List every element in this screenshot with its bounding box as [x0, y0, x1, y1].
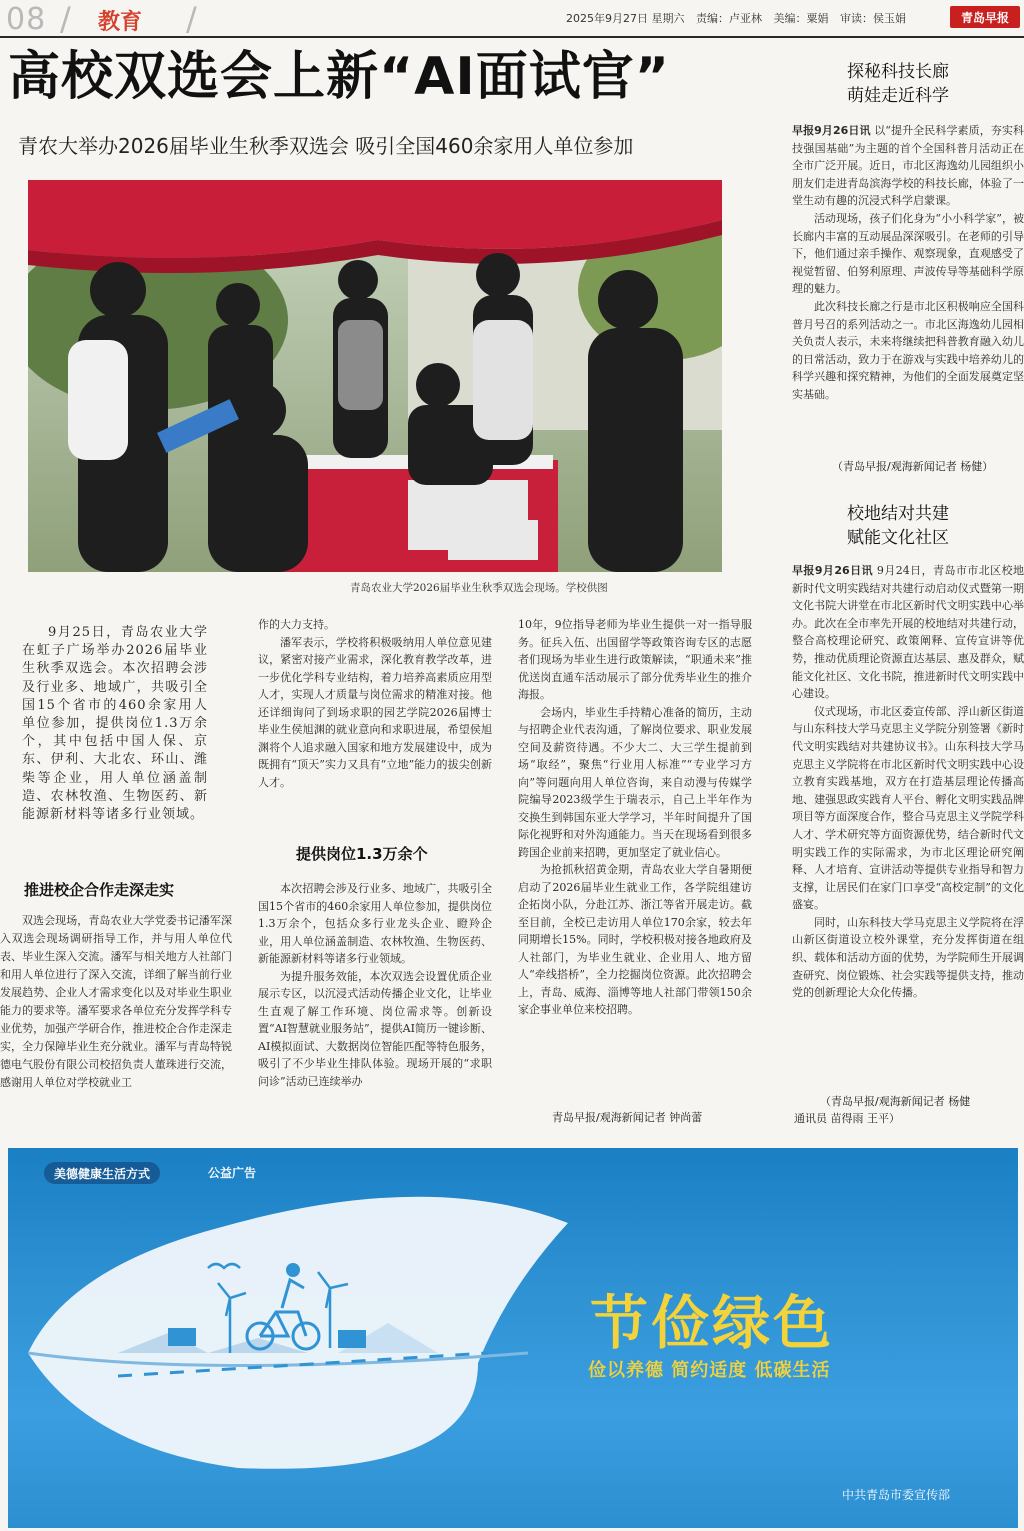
title-line: 萌娃走近科学 [847, 86, 949, 106]
paragraph: 仪式现场，市北区委宣传部、浮山新区街道与山东科技大学马克思主义学院分别签署《新时代文明实践结对共建协议书》。山东科技大学马克思主义学院将在市北区新时代文明实践中心设立教育实践基地，双方在打造基层理论传播高地、建强思政实践育人平台、孵化文明实践品牌项目等方面深度合作，整合马克思主义学院学科人才、学术研究等方面资源优势，结合新时代文明实践工作的实际需求，为市北区理论研究阐释、人才培育、宣讲活动等提供专业指导和智力支撑，让居民们在家门口享受“高校定制”的文化盛宴。 [792, 704, 1024, 912]
leaf-shape [28, 1197, 568, 1469]
paragraph: 双选会现场，青岛农业大学党委书记潘军深入双选会现场调研指导工作，并与用人单位代表、毕业生深入交流。潘军与相关地方人社部门和用人单位进行了深入交流，详细了解当前行业发展趋势、企业人才需求变化以及对毕业生职业能力的要求等。潘军要求各单位充分发挥学科专业优势，加强产学研合作，推进校企合作走深走实，全力保障毕业生充分就业。潘军与青岛特锐德电气股份有限公司校招负责人董珠进行交流，感谢用人单位对学校就业工 [0, 914, 232, 1089]
page-number: 08 [6, 2, 47, 37]
side-story-2-title [772, 502, 1024, 550]
title-line: 探秘科技长廊 [847, 62, 949, 82]
issue-date: 2025年9月27日 星期六 [566, 12, 685, 25]
solar-panel-icon [168, 1328, 196, 1346]
side-story-2-byline: （青岛早报/观海新闻记者 杨健 [820, 1095, 971, 1108]
ad-sponsor: 中共青岛市委宣传部 [842, 1488, 951, 1502]
article-lead [22, 624, 208, 864]
dateline: 早报9月26日讯 [792, 564, 873, 577]
article-column-1 [0, 912, 232, 1128]
sub-headline: 青农大举办2026届毕业生秋季双选会 吸引全国460余家用人单位参加 [18, 134, 634, 158]
photo-illustration [28, 180, 722, 572]
job-fair-photo [28, 180, 722, 572]
paragraph: 作的大力支持。 [258, 618, 335, 631]
paragraph: 会场内，毕业生手持精心准备的简历，主动与招聘企业代表沟通，了解岗位要求、职业发展空间及薪资待遇。不少大二、大三学生提前到场“取经”，聚焦“行业用人标准”“专业学习方向”等问题向用人单位咨询，来自动漫与传媒学院编导2023级学生于瑞表示，自己上半年作为交换生到韩国东亚大学学习，半年时间提升了国际化视野和对外沟通能力。当天在现场看到很多跨国企业前来招聘，更加坚定了就业信心。 [518, 705, 752, 859]
section-heading-1: 推进校企合作走深走实 [24, 881, 175, 899]
paragraph: 此次科技长廊之行是市北区积极响应全国科普月号召的系列活动之一。市北区海逸幼儿园相关负责人表示，未来将继续把科普教育融入幼儿的日常活动，致力于在游戏与实践中培养幼儿的科学兴趣和探究精神，为他们的全面发展奠定坚实基础。 [792, 299, 1024, 401]
article-byline: 青岛早报/观海新闻记者 钟尚蕾 [552, 1111, 703, 1124]
ad-leaf-illustration [8, 1148, 1018, 1528]
paragraph: 为提升服务效能，本次双选会设置优质企业展示专区，以沉浸式活动传播企业文化，让毕业生直观了解工作环境、岗位需求等。创新设置“AI智慧就业服务站”，提供AI简历一键诊断、AI模拟面试、大数据岗位智能匹配等特色服务，吸引了不少毕业生排队体验。现场开展的“求职问诊”活动已连续举办 [258, 969, 492, 1088]
newspaper-logo: 青岛早报 [950, 6, 1020, 28]
header-divider: / [60, 0, 71, 38]
ad-headline: 节俭绿色 [590, 1289, 835, 1357]
paragraph: 活动现场，孩子们化身为“小小科学家”，被长廊内丰富的互动展品深深吸引。在老师的引导下，他们通过亲手操作、观察现象，直观感受了视觉暂留、伯努利原理、声波传导等基础科学原理的魅力。 [792, 211, 1024, 296]
solar-panel-icon [338, 1330, 366, 1348]
article-column-2b [258, 880, 492, 1126]
dateline: 早报9月26日讯 [792, 124, 871, 137]
article-column-2a [258, 616, 492, 826]
section-name: 教育 [98, 10, 143, 35]
paragraph: 本次招聘会涉及行业多、地域广，共吸引全国15个省市的460余家用人单位参加，提供岗位1.3万余个，包括众多行业龙头企业、瞪羚企业，用人单位涵盖制造、农林牧渔、生物医药、新能源新材料等诸多行业领域。 [258, 882, 492, 965]
art-editor-credit: 美编：粟娟 [773, 12, 829, 25]
paragraph: 10年，9位指导老师为毕业生提供一对一指导服务。征兵入伍、出国留学等政策咨询专区的志愿者们现场为毕业生进行政策解读，“职通未来”推优送岗直通车活动展示了部分优秀毕业生的推介海报。 [518, 618, 752, 701]
paragraph: 同时，山东科技大学马克思主义学院将在浮山新区街道设立校外课堂，充分发挥街道在组织、载体和活动方面的优势，为学院师生开展调查研究、岗位锻炼、社会实践等提供支持，推动党的创新理论大众化传播。 [792, 915, 1024, 1000]
side-story-2-body [792, 562, 1024, 1092]
side-story-2-byline-2: 通讯员 苗得雨 王平） [794, 1112, 900, 1125]
cyclist-head [286, 1263, 300, 1277]
title-line: 赋能文化社区 [847, 528, 949, 548]
main-headline: 高校双选会上新“AI面试官” [8, 47, 670, 107]
section-heading-2: 提供岗位1.3万余个 [296, 845, 428, 863]
side-story-1-byline: （青岛早报/观海新闻记者 杨健） [832, 460, 994, 473]
ad-type: 公益广告 [208, 1166, 257, 1180]
paragraph: 9月24日，青岛市市北区校地新时代文明实践结对共建行动启动仪式暨第一期文化书院大讲堂在市北区新时代文明实践中心举办。此次在全市率先开展的校地结对共建行动，整合高校理论研究、政策阐释、宣传宣讲等优势，推动优质理论资源直达基层、惠及群众，赋能文化社区、文化书院，推进新时代文明实践中心建设。 [792, 564, 1024, 701]
side-story-1-body [792, 122, 1024, 458]
article-column-3 [518, 616, 752, 1106]
proofreader-credit: 审读：侯玉娟 [840, 12, 906, 25]
header-divider-2: / [186, 0, 197, 38]
title-line: 校地结对共建 [847, 504, 949, 524]
side-story-1-title [772, 60, 1024, 108]
paragraph: 潘军表示，学校将积极吸纳用人单位意见建议，紧密对接产业需求，深化教育教学改革，进一步优化学科专业结构，着力培养高素质应用型人才，实现人才质量与岗位需求的精准对接。他还详细询问了到场求职的园艺学院2026届博士毕业生侯旭渊的就业意向和求职进展，希望侯旭渊将个人追求融入国家和地方发展建设中，成为既拥有“顶天”实力又具有“立地”能力的拔尖创新人才。 [258, 635, 492, 789]
lead-paragraph: 9月25日，青岛农业大学在虹子广场举办2026届毕业生秋季双选会。本次招聘会涉及行业多、地域广，共吸引全国15个省市的460余家用人单位参加，提供岗位1.3万余个，其中包括中国人保、京东、伊利、大北农、环山、潍柴等企业，用人单位涵盖制造、农林牧渔、生物医药、新能源新材料等诸多行业领域。 [22, 625, 208, 823]
paragraph: 为抢抓秋招黄金期，青岛农业大学自暑期便启动了2026届毕业生就业工作，各学院组建访企拓岗小队，分赴江苏、浙江等省开展走访。截至目前，全校已走访用人单位170余家，较去年同期增长15%。同时，学校积极对接各地政府及人社部门，为毕业生就业、企业用人、地方留人“牵线搭桥”，全力挖掘岗位资源。此次招聘会上，青岛、威海、淄博等地人社部门带领150余家企事业单位来校招聘。 [518, 863, 752, 1016]
ad-tag: 美德健康生活方式 [44, 1162, 160, 1184]
photo-caption: 青岛农业大学2026届毕业生秋季双选会现场。学校供图 [350, 582, 608, 594]
editor-credit: 责编：卢亚林 [696, 12, 762, 25]
ad-slogan: 俭以养德 简约适度 低碳生活 [588, 1360, 831, 1381]
header-meta [566, 10, 914, 26]
paragraph: 以“提升全民科学素质，夯实科技强国基础”为主题的首个全国科普月活动正在全市广泛开展。近日，市北区海逸幼儿园组织小朋友们走进青岛滨海学校的科技长廊，体验了一堂生动有趣的沉浸式科学启蒙课。 [792, 124, 1024, 208]
